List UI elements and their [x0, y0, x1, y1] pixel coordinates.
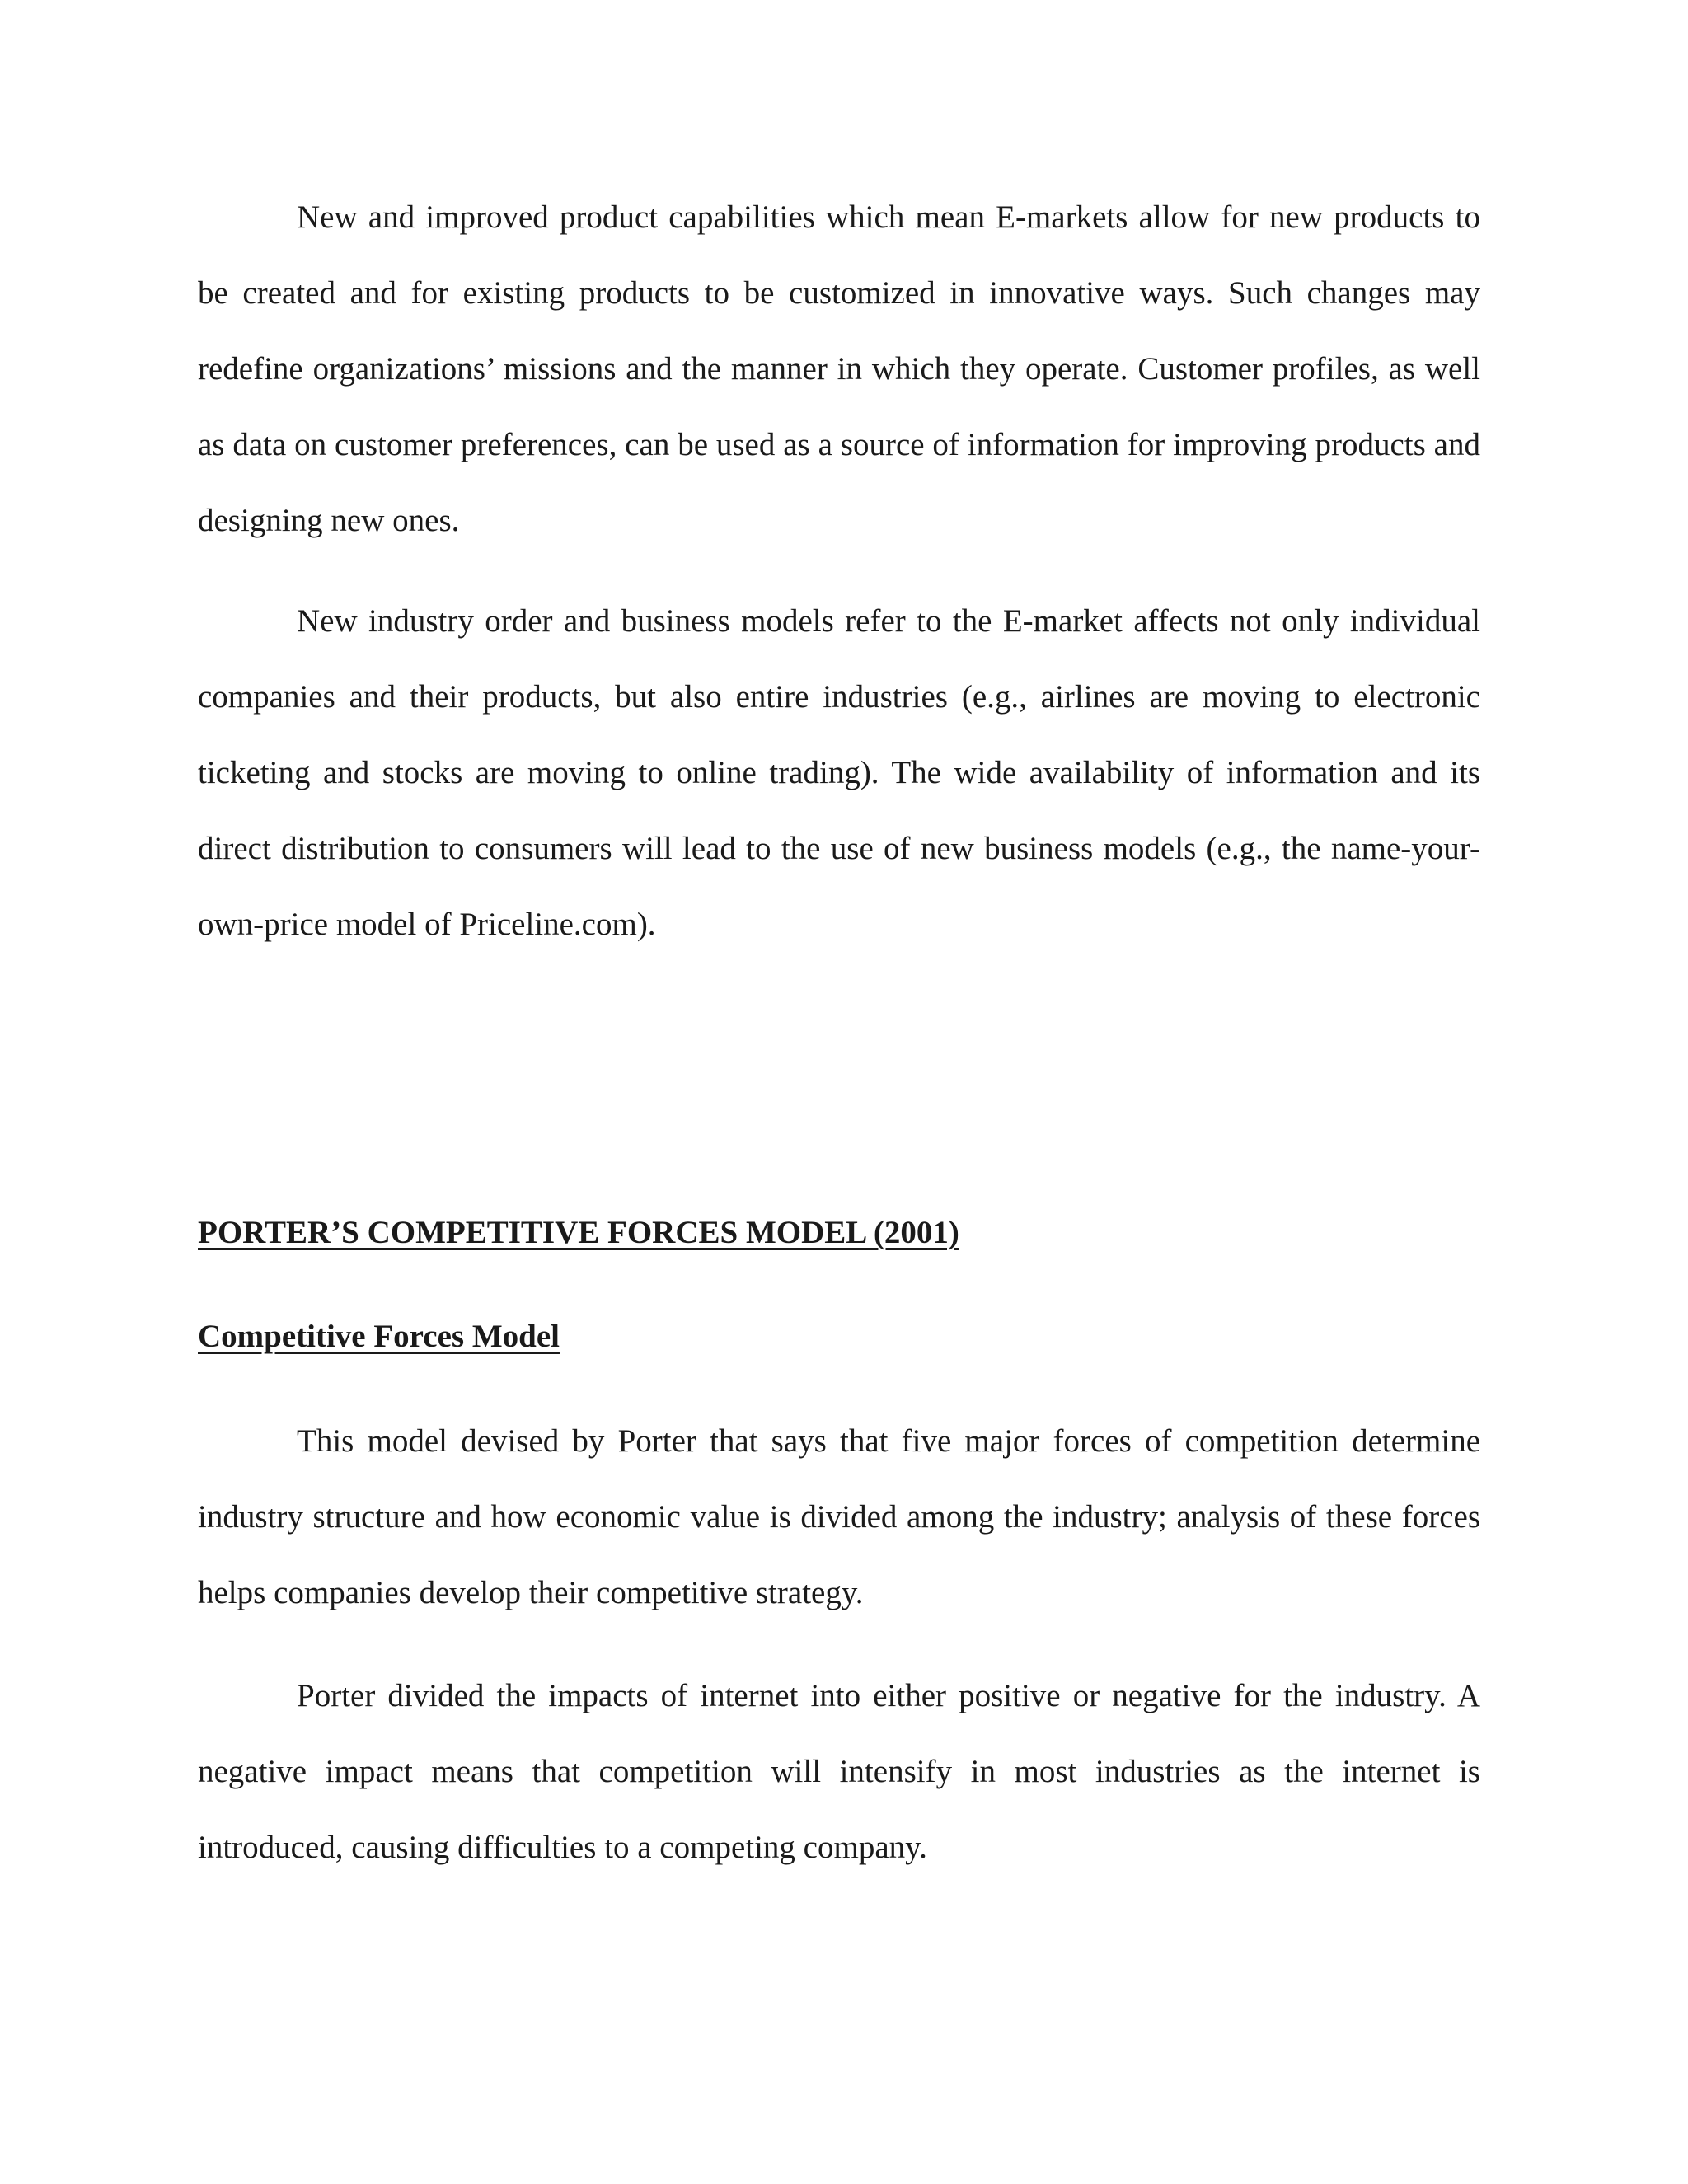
paragraph-model-description: This model devised by Porter that says that five major forces of competition determine industry structure and how economic value is divided among the industry; analysis of these forces helps companies develop their competitive strategy.	[198, 1423, 1480, 1610]
section-heading: PORTER’S COMPETITIVE FORCES MODEL (2001)	[198, 1215, 959, 1250]
paragraph-new-industry-order: New industry order and business models refer to the E-market affects not only individual companies and their products, but also entire industries (e.g., airlines are moving to electronic ticketing and stocks are moving to online trading). The wide availability of information and its direct distribution to consumers will lead to the use of new business models (e.g., the name-your-own-price model of Priceline.com).	[198, 603, 1480, 942]
paragraph-new-product-capabilities: New and improved product capabilities which mean E-markets allow for new products to be created and for existing products to be customized in innovative ways. Such changes may redefine organizations’ missions and the manner in which they operate. Customer profiles, as well as data on customer preferences, can be used as a source of information for improving products and designing new ones.	[198, 199, 1480, 538]
paragraph-internet-impacts: Porter divided the impacts of internet into either positive or negative for the industry. A negative impact means that competition will intensify in most industries as the internet is introduced, causing difficulties to a competing company.	[198, 1678, 1480, 1865]
subsection-heading: Competitive Forces Model	[198, 1319, 560, 1354]
